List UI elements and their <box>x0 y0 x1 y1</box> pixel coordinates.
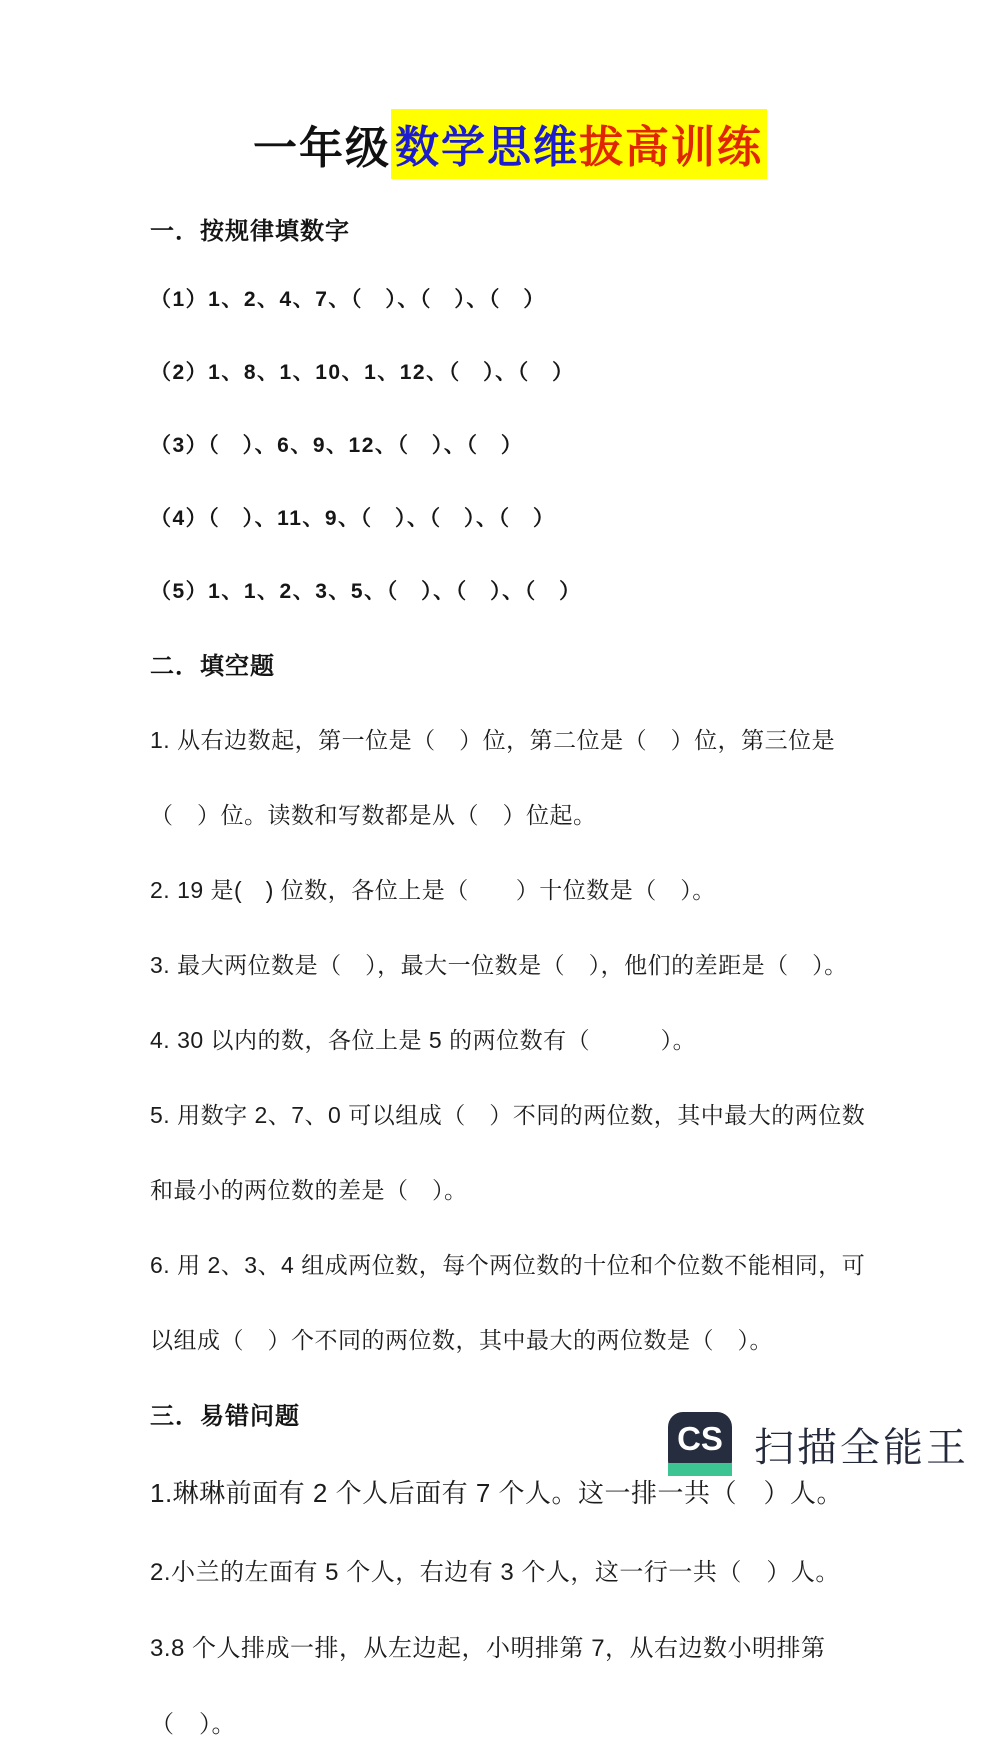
title-training-text: 拔高训练 <box>579 123 763 172</box>
fill-blank-3: 3. 最大两位数是（ ），最大一位数是（ ），他们的差距是（ ）。 <box>150 951 848 978</box>
scanner-brand-text: 扫描全能王 <box>754 1425 969 1470</box>
sequence-item-4: （4）（ ）、11、9、（ ）、（ ）、（ ） <box>150 507 556 531</box>
fill-blank-5-line-1: 5. 用数字 2、7、0 可以组成（ ）不同的两位数，其中最大的两位数 <box>150 1101 866 1128</box>
scanner-watermark <box>668 1412 969 1476</box>
section-one-items <box>150 272 870 616</box>
error-problem-1: 1.琳琳前面有 2 个人后面有 7 个人。这一排一共（ ）人。 <box>150 1477 843 1508</box>
fill-blank-6-line-1: 6. 用 2、3、4 组成两位数，每个两位数的十位和个位数不能相同，可 <box>150 1251 866 1278</box>
camscanner-logo-strip <box>668 1463 732 1476</box>
error-problem-2: 2.小兰的左面有 5 个人，右边有 3 个人，这一行一共（ ）人。 <box>150 1558 840 1586</box>
sequence-item-3: （3）（ ）、6、9、12、（ ）、（ ） <box>150 434 524 458</box>
camscanner-logo-letters: CS <box>677 1420 723 1457</box>
section-three-items <box>150 1465 870 1747</box>
error-problem-3-line-1: 3.8 个人排成一排，从左边起，小明排第 7，从右边数小明排第 <box>150 1634 826 1662</box>
sequence-item-2: （2）1、8、1、10、1、12、（ ）、（ ） <box>150 361 575 385</box>
worksheet-page <box>0 112 1000 1738</box>
camscanner-logo-icon <box>668 1412 732 1476</box>
title-highlight <box>391 109 767 179</box>
fill-blank-5-line-2: 和最小的两位数的差是（ ）。 <box>150 1176 468 1203</box>
fill-blank-1-line-2: （ ）位。读数和写数都是从（ ）位起。 <box>150 801 597 828</box>
fill-blank-2: 2. 19 是( ) 位数，各位上是（ ）十位数是（ ）。 <box>150 876 716 903</box>
section-one-heading: 一．按规律填数字 <box>150 217 350 245</box>
worksheet-content <box>0 112 1000 1747</box>
page-title <box>150 112 870 176</box>
sequence-item-5: （5）1、1、2、3、5、（ ）、（ ）、（ ） <box>150 580 582 604</box>
section-two-items <box>150 712 870 1364</box>
section-two-heading: 二．填空题 <box>150 652 275 680</box>
title-subject-text: 数学思维 <box>395 123 579 172</box>
fill-blank-1-line-1: 1. 从右边数起，第一位是（ ）位，第二位是（ ）位，第三位是 <box>150 726 836 753</box>
fill-blank-6-line-2: 以组成（ ）个不同的两位数，其中最大的两位数是（ ）。 <box>150 1326 773 1353</box>
sequence-item-1: （1）1、2、4、7、（ ）、（ ）、（ ） <box>150 288 546 312</box>
section-three-heading: 三．易错问题 <box>150 1402 300 1430</box>
error-problem-3-line-2: （ ）。 <box>150 1710 236 1738</box>
fill-blank-4: 4. 30 以内的数，各位上是 5 的两位数有（ ）。 <box>150 1026 697 1053</box>
title-grade-text: 一年级 <box>253 124 391 173</box>
